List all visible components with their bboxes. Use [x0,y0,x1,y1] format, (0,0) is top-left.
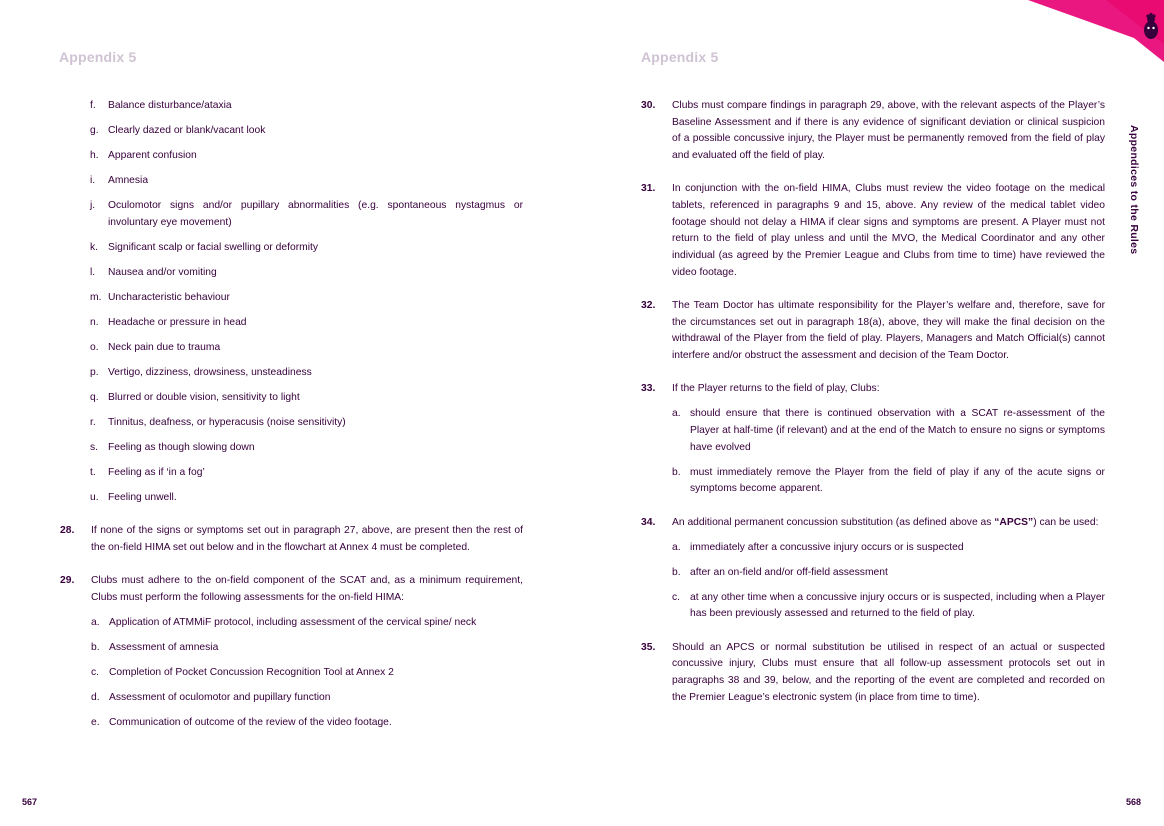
side-label: Appendices to the Rules [1128,125,1140,255]
list-item: c. at any other time when a concussive injury occurs or is suspected, including when a Player has been previously assessed and returned to the field of play. [672,591,1105,620]
list-item: i. Amnesia [90,175,149,186]
paragraph-number: 33. [641,383,656,395]
list-item: g. Clearly dazed or blank/vacant look [90,125,266,136]
list-item: c. Completion of Pocket Concussion Recognition Tool at Annex 2 [91,666,394,678]
apcs-term: “APCS” [994,516,1034,528]
paragraph-number: 30. [641,100,656,111]
list-item: s. Feeling as though slowing down [90,441,255,453]
paragraph-number: 31. [641,183,656,195]
paragraph-text: Clubs must adhere to the on-field component of the SCAT and, as a minimum requirement, Clubs must perform the following assessments for the on-field HIMA: [91,574,523,603]
list-item: u. Feeling unwell. [90,491,177,503]
paragraph-34 [641,515,1105,623]
return-list [672,406,1105,498]
list-item: h. Apparent confusion [90,150,197,161]
paragraph-29 [60,573,523,731]
paragraph-31 [641,181,1105,281]
paragraph-text: The Team Doctor has ultimate responsibility for the Player’s welfare and, therefore, save for the circumstances set out in paragraph 18(a), above, they will make the final decision on the withdrawal of the Player from the field of play. Players, Managers and Match Official(s) cannot interfere and/or obstruct the assessment and decision of the Team Doctor. [672,300,1105,362]
signs-list [90,98,523,506]
list-item: p. Vertigo, dizziness, drowsiness, unsteadiness [90,366,312,378]
paragraph-number: 32. [641,300,656,312]
list-item: r. Tinnitus, deafness, or hyperacusis (noise sensitivity) [90,416,346,428]
paragraph-text: Clubs must compare findings in paragraph 29, above, with the relevant aspects of the Player’s Baseline Assessment and if there is any evidence of significant deviation or clinical suspicion of a possible concussive injury, the Player must be permanently removed from the field of play and evaluated off the field of play. [672,100,1105,162]
left-page-number: 567 [22,797,38,807]
list-item: m. Uncharacteristic behaviour [90,291,230,303]
left-column [60,98,523,748]
list-item: k. Significant scalp or facial swelling or deformity [90,241,319,253]
paragraph-text: If the Player returns to the field of play, Clubs: [672,383,880,395]
list-item: b. must immediately remove the Player from the field of play if any of the acute signs or symptoms become apparent. [672,466,1105,495]
right-column [641,98,1105,723]
paragraph-number: 29. [60,574,75,586]
right-page-title: Appendix 5 [641,49,719,65]
paragraph-number: 35. [641,641,656,653]
list-item: a. should ensure that there is continued observation with a SCAT re-assessment of the Player at half-time (if relevant) and at the end of the Match to ensure no signs or symptoms have evolved [672,408,1105,453]
list-item: j. Oculomotor signs and/or pupillary abnormalities (e.g. spontaneous nystagmus or involuntary eye movement) [90,200,523,228]
list-item: e. Communication of outcome of the review of the video footage. [91,716,392,728]
corner-swoosh [1014,0,1164,70]
list-item: a. Application of ATMMiF protocol, including assessment of the cervical spine/ neck [91,616,477,628]
paragraph-text: Should an APCS or normal substitution be utilised in respect of an actual or suspected concussive injury, Clubs must ensure that all follow-up assessment protocols set out in paragraphs 38 and 39, below, and the reporting of the event are completed and recorded on the Premier League’s electronic system (in place from time to time). [672,641,1105,703]
paragraph-text: An additional permanent concussion substitution (as defined above as “APCS”) can be used: [672,516,1099,528]
paragraph-28 [60,523,523,556]
list-item: b. after an on-field and/or off-field assessment [672,566,888,578]
list-item: t. Feeling as if ‘in a fog’ [90,466,205,478]
list-item: f. Balance disturbance/ataxia [90,100,232,111]
paragraph-35 [641,640,1105,707]
list-item: o. Neck pain due to trauma [90,341,221,353]
list-item: d. Assessment of oculomotor and pupillary function [91,691,331,703]
list-item: q. Blurred or double vision, sensitivity to light [90,391,300,403]
paragraph-32 [641,298,1105,365]
assessment-list [91,615,523,732]
apcs-list [672,540,1105,623]
paragraph-33 [641,381,1105,498]
list-item: l. Nausea and/or vomiting [90,266,217,278]
left-page-title: Appendix 5 [59,49,137,65]
list-item: b. Assessment of amnesia [91,641,219,653]
list-item: a. immediately after a concussive injury occurs or is suspected [672,541,964,553]
paragraph-30 [641,98,1105,165]
paragraph-number: 28. [60,524,75,536]
right-page-number: 568 [1126,797,1142,807]
list-item: n. Headache or pressure in head [90,316,247,328]
paragraph-number: 34. [641,516,656,528]
paragraph-text: If none of the signs or symptoms set out in paragraph 27, above, are present then the rest of the on-field HIMA set out below and in the flowchart at Annex 4 must be completed. [91,524,523,553]
paragraph-text: In conjunction with the on-field HIMA, Clubs must review the video footage on the medical tablets, referenced in paragraphs 9 and 15, above. Any review of the medical tablet video footage should not delay a HIMA if clear signs and symptoms are present. A Player must not return to the field of play unless and until the MVO, the Medical Coordinator and any other individual (as agreed by the Premier League and Clubs from time to time) have reviewed the video footage. [672,183,1105,278]
